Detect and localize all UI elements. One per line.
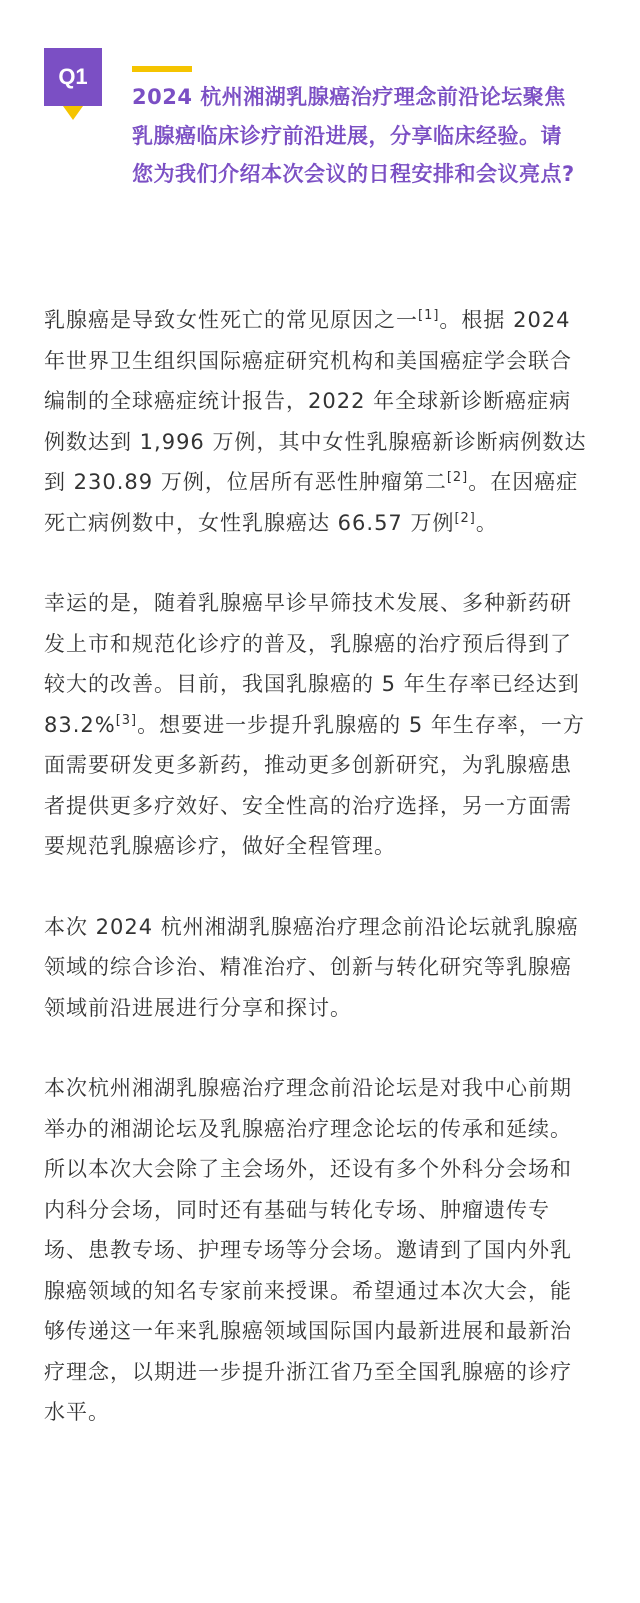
question-badge: Q1 [44, 48, 102, 106]
paragraph-text: 。根据 2024 年世界卫生组织国际癌症研究机构和美国癌症学会联合编制的全球癌症统计报告，2022 年全球新诊断癌症病例数达到 1,996 万例，其中女性乳腺癌新诊断病例数达到 230.89 万例，位居所有恶性肿瘤第二 [44, 308, 587, 494]
paragraph-text: 。 [475, 510, 498, 535]
paragraph-4: 本次杭州湘湖乳腺癌治疗理念前沿论坛是对我中心前期举办的湘湖论坛及乳腺癌治疗理念论坛的传承和延续。所以本次大会除了主会场外，还设有多个外科分会场和内科分会场，同时还有基础与转化专场、肿瘤遗传专场、患教专场、护理专场等分会场。邀请到了国内外乳腺癌领域的知名专家前来授课。希望通过本次大会，能够传递这一年来乳腺癌领域国际国内最新进展和最新治疗理念，以期进一步提升浙江省乃至全国乳腺癌的诊疗水平。 [44, 1076, 572, 1424]
citation-ref: [1] [418, 308, 440, 323]
question-text: 2024 杭州湘湖乳腺癌治疗理念前沿论坛聚焦乳腺癌临床诊疗前沿进展，分享临床经验。请您为我们介绍本次会议的日程安排和会议亮点? [132, 85, 575, 186]
accent-bar [132, 66, 192, 72]
citation-ref: [3] [115, 712, 138, 728]
citation-ref: [2] [454, 510, 476, 526]
paragraph-1 [44, 300, 589, 543]
paragraph-text: 。在因癌症死亡病例数中，女性乳腺癌达 66.57 万例 [44, 470, 579, 535]
article-body [44, 300, 589, 1473]
paragraph-text: 。想要进一步提升乳腺癌的 5 年生存率，一方面需要研发更多新药，推动更多创新研究，为乳腺癌患者提供更多疗效好、安全性高的治疗选择，另一方面需要规范乳腺癌诊疗，做好全程管理。 [44, 712, 585, 858]
citation-ref: [2] [446, 470, 469, 485]
paragraph-text: 幸运的是，随着乳腺癌早诊早筛技术发展、多种新药研发上市和规范化诊疗的普及，乳腺癌的治疗预后得到了较大的改善。目前，我国乳腺癌的 5 年生存率已经达到 83.2% [44, 591, 580, 737]
badge-pointer-icon [63, 106, 83, 120]
paragraph-text: 乳腺癌是导致女性死亡的常见原因之一 [44, 308, 418, 332]
paragraph-2 [44, 583, 589, 867]
paragraph-3: 本次 2024 杭州湘湖乳腺癌治疗理念前沿论坛就乳腺癌领域的综合诊治、精准治疗、创新与转化研究等乳腺癌领域前沿进展进行分享和探讨。 [44, 914, 579, 1020]
